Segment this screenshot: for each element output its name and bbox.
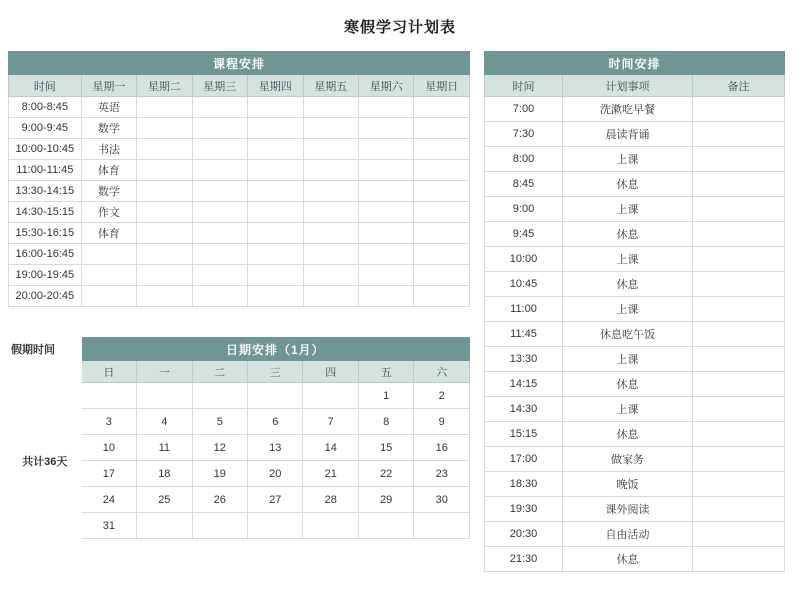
calendar-day[interactable]: 25 [137, 487, 192, 513]
course-cell[interactable] [358, 265, 413, 286]
schedule-item[interactable]: 上课 [563, 347, 693, 372]
course-banner: 课程安排 [9, 52, 470, 75]
calendar-day[interactable]: 27 [248, 487, 303, 513]
course-cell[interactable] [192, 202, 247, 223]
schedule-time: 8:00 [485, 147, 563, 172]
schedule-time: 19:30 [485, 497, 563, 522]
schedule-note[interactable] [693, 497, 785, 522]
course-cell[interactable] [248, 223, 303, 244]
course-schedule-table [8, 51, 470, 307]
calendar-day[interactable]: 11 [137, 435, 192, 461]
schedule-item[interactable]: 休息 [563, 172, 693, 197]
schedule-time: 13:30 [485, 347, 563, 372]
course-banner-row [9, 52, 470, 75]
schedule-time: 15:15 [485, 422, 563, 447]
course-cell[interactable]: 体育 [81, 223, 136, 244]
calendar-day[interactable]: 26 [192, 487, 247, 513]
schedule-note[interactable] [693, 547, 785, 572]
course-header-row [9, 75, 470, 97]
schedule-note[interactable] [693, 422, 785, 447]
schedule-item[interactable]: 休息 [563, 272, 693, 297]
calendar-day[interactable]: 28 [303, 487, 358, 513]
schedule-header-note: 备注 [693, 75, 785, 97]
course-cell[interactable] [248, 202, 303, 223]
schedule-banner-row [485, 52, 785, 75]
schedule-item[interactable]: 上课 [563, 197, 693, 222]
course-cell[interactable] [192, 181, 247, 202]
course-cell[interactable] [137, 223, 192, 244]
calendar-day[interactable]: 4 [137, 409, 192, 435]
course-cell[interactable] [248, 118, 303, 139]
course-cell[interactable]: 英语 [81, 97, 136, 118]
course-cell[interactable] [137, 97, 192, 118]
course-time: 11:00-11:45 [9, 160, 82, 181]
course-cell[interactable] [137, 286, 192, 307]
calendar-day[interactable] [137, 513, 192, 539]
course-cell[interactable] [81, 286, 136, 307]
weekday-mon: 一 [137, 361, 192, 383]
course-cell[interactable] [137, 181, 192, 202]
table-row [485, 522, 785, 547]
schedule-note[interactable] [693, 372, 785, 397]
course-time: 8:00-8:45 [9, 97, 82, 118]
course-cell[interactable] [248, 160, 303, 181]
schedule-time: 7:30 [485, 122, 563, 147]
course-time: 14:30-15:15 [9, 202, 82, 223]
calendar-day[interactable]: 17 [81, 461, 136, 487]
course-cell[interactable]: 数学 [81, 181, 136, 202]
course-cell[interactable] [358, 118, 413, 139]
time-schedule-table [484, 51, 785, 572]
course-cell[interactable] [303, 181, 358, 202]
table-row [485, 547, 785, 572]
calendar-day[interactable]: 24 [81, 487, 136, 513]
table-row [9, 202, 470, 223]
schedule-note[interactable] [693, 247, 785, 272]
calendar-day[interactable]: 3 [81, 409, 136, 435]
calendar-day[interactable] [248, 383, 303, 409]
schedule-item[interactable]: 洗漱吃早餐 [563, 97, 693, 122]
course-cell[interactable] [414, 181, 470, 202]
course-cell[interactable] [192, 160, 247, 181]
schedule-time: 11:00 [485, 297, 563, 322]
schedule-note[interactable] [693, 97, 785, 122]
course-cell[interactable] [137, 202, 192, 223]
schedule-note[interactable] [693, 522, 785, 547]
calendar-day[interactable] [248, 513, 303, 539]
schedule-time: 14:30 [485, 397, 563, 422]
calendar-day[interactable]: 6 [248, 409, 303, 435]
course-header-tue: 星期二 [137, 75, 192, 97]
table-row [9, 160, 470, 181]
course-cell[interactable] [248, 139, 303, 160]
table-row [485, 497, 785, 522]
calendar-day[interactable]: 29 [358, 487, 413, 513]
calendar-day[interactable]: 10 [81, 435, 136, 461]
course-cell[interactable] [137, 139, 192, 160]
course-cell[interactable] [414, 265, 470, 286]
date-header-row [9, 361, 470, 383]
course-cell[interactable]: 作文 [81, 202, 136, 223]
course-cell[interactable]: 数学 [81, 118, 136, 139]
calendar-day[interactable]: 7 [303, 409, 358, 435]
course-cell[interactable] [192, 139, 247, 160]
course-cell[interactable] [414, 160, 470, 181]
schedule-item[interactable]: 晚饭 [563, 472, 693, 497]
schedule-item[interactable]: 上课 [563, 247, 693, 272]
schedule-note[interactable] [693, 172, 785, 197]
course-cell[interactable] [192, 286, 247, 307]
schedule-note[interactable] [693, 272, 785, 297]
schedule-note[interactable] [693, 122, 785, 147]
course-cell[interactable] [303, 223, 358, 244]
schedule-note[interactable] [693, 222, 785, 247]
schedule-note[interactable] [693, 397, 785, 422]
schedule-note[interactable] [693, 297, 785, 322]
schedule-time: 18:30 [485, 472, 563, 497]
course-cell[interactable]: 书法 [81, 139, 136, 160]
calendar-day[interactable]: 18 [137, 461, 192, 487]
schedule-item[interactable]: 休息吃午饭 [563, 322, 693, 347]
table-row [485, 297, 785, 322]
course-cell[interactable] [414, 118, 470, 139]
left-column [8, 51, 470, 572]
course-header-sun: 星期日 [414, 75, 470, 97]
course-cell[interactable] [358, 160, 413, 181]
schedule-time: 9:45 [485, 222, 563, 247]
course-cell[interactable] [414, 202, 470, 223]
schedule-item[interactable]: 课外阅读 [563, 497, 693, 522]
course-cell[interactable] [414, 223, 470, 244]
schedule-time: 20:30 [485, 522, 563, 547]
calendar-day[interactable]: 16 [414, 435, 470, 461]
weekday-wed: 三 [248, 361, 303, 383]
course-time: 16:00-16:45 [9, 244, 82, 265]
schedule-time: 21:30 [485, 547, 563, 572]
course-cell[interactable] [248, 244, 303, 265]
table-row [485, 472, 785, 497]
course-header-thu: 星期四 [248, 75, 303, 97]
schedule-time: 10:00 [485, 247, 563, 272]
calendar-day[interactable]: 22 [358, 461, 413, 487]
schedule-item[interactable]: 上课 [563, 297, 693, 322]
schedule-item[interactable]: 休息 [563, 422, 693, 447]
calendar-day[interactable]: 15 [358, 435, 413, 461]
schedule-time: 11:45 [485, 322, 563, 347]
date-header-blank [9, 361, 82, 383]
course-cell[interactable] [137, 118, 192, 139]
table-row [485, 147, 785, 172]
course-cell[interactable] [192, 244, 247, 265]
table-row [485, 97, 785, 122]
table-row [485, 447, 785, 472]
course-cell[interactable] [358, 97, 413, 118]
course-cell[interactable] [414, 286, 470, 307]
course-cell[interactable] [248, 97, 303, 118]
schedule-header-time: 时间 [485, 75, 563, 97]
right-column [484, 51, 784, 572]
weekday-tue: 二 [192, 361, 247, 383]
calendar-day[interactable]: 23 [414, 461, 470, 487]
table-row [9, 265, 470, 286]
course-cell[interactable] [303, 139, 358, 160]
course-time: 19:00-19:45 [9, 265, 82, 286]
calendar-day[interactable]: 12 [192, 435, 247, 461]
course-cell[interactable] [248, 181, 303, 202]
schedule-time: 9:00 [485, 197, 563, 222]
calendar-day[interactable] [192, 383, 247, 409]
weekday-sun: 日 [81, 361, 136, 383]
schedule-note[interactable] [693, 447, 785, 472]
course-cell[interactable] [192, 223, 247, 244]
schedule-time: 10:45 [485, 272, 563, 297]
table-row [485, 272, 785, 297]
schedule-note[interactable] [693, 197, 785, 222]
schedule-banner: 时间安排 [485, 52, 785, 75]
calendar-day[interactable]: 31 [81, 513, 136, 539]
course-cell[interactable] [358, 202, 413, 223]
schedule-item[interactable]: 晨读背诵 [563, 122, 693, 147]
table-row [9, 181, 470, 202]
table-row [485, 197, 785, 222]
course-cell[interactable] [192, 265, 247, 286]
schedule-note[interactable] [693, 472, 785, 497]
calendar-day[interactable] [414, 513, 470, 539]
course-time: 10:00-10:45 [9, 139, 82, 160]
course-time: 13:30-14:15 [9, 181, 82, 202]
course-cell[interactable] [192, 97, 247, 118]
course-cell[interactable] [414, 97, 470, 118]
course-cell[interactable] [137, 265, 192, 286]
course-time: 20:00-20:45 [9, 286, 82, 307]
course-cell[interactable] [192, 118, 247, 139]
date-banner-row [9, 338, 470, 361]
schedule-item[interactable]: 上课 [563, 397, 693, 422]
table-row [485, 422, 785, 447]
schedule-item[interactable]: 休息 [563, 222, 693, 247]
schedule-note[interactable] [693, 347, 785, 372]
course-cell[interactable]: 体育 [81, 160, 136, 181]
table-row [485, 172, 785, 197]
schedule-header-row [485, 75, 785, 97]
course-cell[interactable] [358, 181, 413, 202]
course-header-sat: 星期六 [358, 75, 413, 97]
weekday-sat: 六 [414, 361, 470, 383]
course-cell[interactable] [303, 118, 358, 139]
vacation-total: 共计36天 [9, 383, 82, 539]
table-row [9, 223, 470, 244]
course-cell[interactable] [303, 244, 358, 265]
course-time: 9:00-9:45 [9, 118, 82, 139]
schedule-time: 14:15 [485, 372, 563, 397]
weekday-thu: 四 [303, 361, 358, 383]
weekday-fri: 五 [358, 361, 413, 383]
course-cell[interactable] [358, 286, 413, 307]
course-header-fri: 星期五 [303, 75, 358, 97]
course-cell[interactable] [358, 139, 413, 160]
schedule-item[interactable]: 做家务 [563, 447, 693, 472]
table-row [485, 322, 785, 347]
course-cell[interactable] [303, 160, 358, 181]
schedule-item[interactable]: 休息 [563, 372, 693, 397]
page-title: 寒假学习计划表 [343, 19, 456, 36]
course-header-mon: 星期一 [81, 75, 136, 97]
table-row [485, 397, 785, 422]
calendar-day[interactable] [137, 383, 192, 409]
calendar-day[interactable]: 5 [192, 409, 247, 435]
date-section [8, 337, 470, 539]
course-cell[interactable] [137, 244, 192, 265]
table-row [485, 122, 785, 147]
page-layout [0, 37, 800, 572]
calendar-day[interactable] [358, 513, 413, 539]
schedule-time: 7:00 [485, 97, 563, 122]
date-arrangement-table [8, 337, 470, 539]
schedule-item[interactable]: 上课 [563, 147, 693, 172]
calendar-day[interactable] [81, 383, 136, 409]
calendar-day[interactable]: 21 [303, 461, 358, 487]
calendar-day[interactable]: 8 [358, 409, 413, 435]
schedule-note[interactable] [693, 147, 785, 172]
course-cell[interactable] [81, 244, 136, 265]
table-row [9, 118, 470, 139]
table-row [485, 222, 785, 247]
course-cell[interactable] [358, 244, 413, 265]
calendar-day[interactable] [192, 513, 247, 539]
table-row [9, 244, 470, 265]
course-cell[interactable] [81, 265, 136, 286]
table-row [9, 139, 470, 160]
course-cell[interactable] [303, 202, 358, 223]
course-cell[interactable] [358, 223, 413, 244]
course-cell[interactable] [248, 265, 303, 286]
course-cell[interactable] [303, 265, 358, 286]
vacation-time-label: 假期时间 [9, 338, 82, 361]
table-row [9, 97, 470, 118]
calendar-day[interactable]: 30 [414, 487, 470, 513]
table-row [9, 383, 470, 409]
table-row [9, 286, 470, 307]
calendar-day[interactable]: 9 [414, 409, 470, 435]
table-row [485, 247, 785, 272]
course-cell[interactable] [414, 139, 470, 160]
course-header-time: 时间 [9, 75, 82, 97]
calendar-day[interactable]: 2 [414, 383, 470, 409]
calendar-day[interactable]: 1 [358, 383, 413, 409]
schedule-item[interactable]: 自由活动 [563, 522, 693, 547]
course-cell[interactable] [414, 244, 470, 265]
calendar-day[interactable]: 19 [192, 461, 247, 487]
schedule-header-item: 计划事项 [563, 75, 693, 97]
schedule-time: 8:45 [485, 172, 563, 197]
calendar-day[interactable] [303, 383, 358, 409]
calendar-day[interactable]: 13 [248, 435, 303, 461]
course-cell[interactable] [303, 286, 358, 307]
date-banner: 日期安排（1月） [81, 338, 469, 361]
course-cell[interactable] [248, 286, 303, 307]
schedule-note[interactable] [693, 322, 785, 347]
schedule-time: 17:00 [485, 447, 563, 472]
course-header-wed: 星期三 [192, 75, 247, 97]
calendar-day[interactable]: 20 [248, 461, 303, 487]
course-cell[interactable] [137, 160, 192, 181]
course-time: 15:30-16:15 [9, 223, 82, 244]
table-row [485, 372, 785, 397]
calendar-day[interactable]: 14 [303, 435, 358, 461]
course-cell[interactable] [303, 97, 358, 118]
calendar-day[interactable] [303, 513, 358, 539]
table-row [485, 347, 785, 372]
schedule-item[interactable]: 休息 [563, 547, 693, 572]
